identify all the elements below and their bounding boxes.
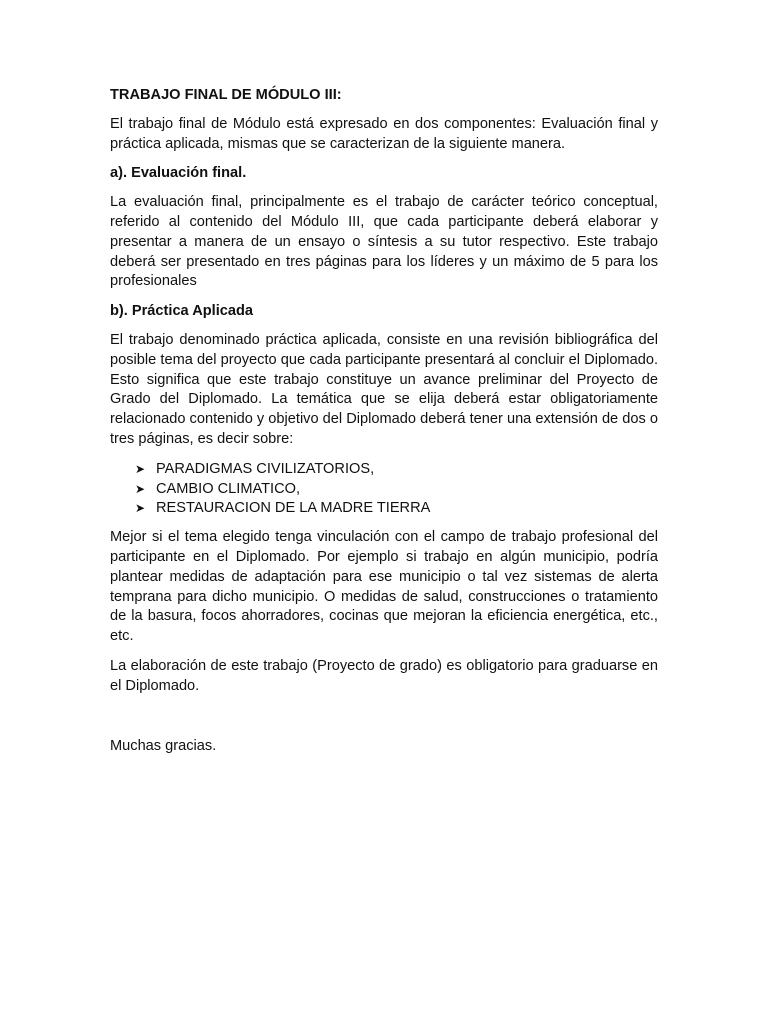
blank-spacer <box>110 707 658 737</box>
arrowhead-bullet-icon: ➤ <box>135 481 146 496</box>
list-item-label: PARADIGMAS CIVILIZATORIOS, <box>156 460 375 477</box>
arrowhead-bullet-icon: ➤ <box>135 461 146 476</box>
list-item-label: CAMBIO CLIMATICO, <box>156 480 301 497</box>
section-a-paragraph: La evaluación final, principalmente es el trabajo de carácter teórico conceptual, referido al contenido del Módulo III, que cada participante deberá elaborar y presentar a manera de un ensayo o síntesis a su tutor respectivo. Este trabajo deberá ser presentado en tres páginas para los líderes y un máximo de 5 para los profesionales <box>110 194 658 290</box>
section-a-heading: a). Evaluación final. <box>110 165 247 182</box>
document-title: TRABAJO FINAL DE MÓDULO III: <box>110 87 342 103</box>
list-item <box>135 499 658 519</box>
section-b-paragraph: El trabajo denominado práctica aplicada, consiste en una revisión bibliográfica del posible tema del proyecto que cada participante presentará al concluir el Diplomado. Esto significa que este trabajo constituye un avance preliminar del Proyecto de Grado del Diplomado. La temática que se elija deberá estar obligatoriamente relacionado contenido y objetivo del Diplomado deberá tener una extensión de dos o tres páginas, es decir sobre: <box>110 331 658 447</box>
obligatory-paragraph: La elaboración de este trabajo (Proyecto de grado) es obligatorio para graduarse en el Diplomado. <box>110 657 658 694</box>
topic-list <box>110 460 658 519</box>
section-b-heading: b). Práctica Aplicada <box>110 303 254 320</box>
arrowhead-bullet-icon: ➤ <box>135 501 146 516</box>
closing-text: Muchas gracias. <box>110 737 217 754</box>
list-item-label: RESTAURACION DE LA MADRE TIERRA <box>156 500 431 517</box>
list-item <box>135 480 658 500</box>
document-page <box>110 86 658 766</box>
intro-paragraph: El trabajo final de Módulo está expresado en dos componentes: Evaluación final y práctica aplicada, mismas que se caracterizan de la siguiente manera. <box>110 115 658 152</box>
list-item <box>135 460 658 480</box>
example-paragraph: Mejor si el tema elegido tenga vinculación con el campo de trabajo profesional del participante en el Diplomado. Por ejemplo si trabajo en algún municipio, podría plantear medidas de adaptación para ese municipio o tal vez sistemas de alerta temprana para dicho municipio. O medidas de salud, construcciones o tratamiento de la basura, focos ahorradores, cocinas que mejoran la eficiencia energética, etc., etc. <box>110 529 658 645</box>
